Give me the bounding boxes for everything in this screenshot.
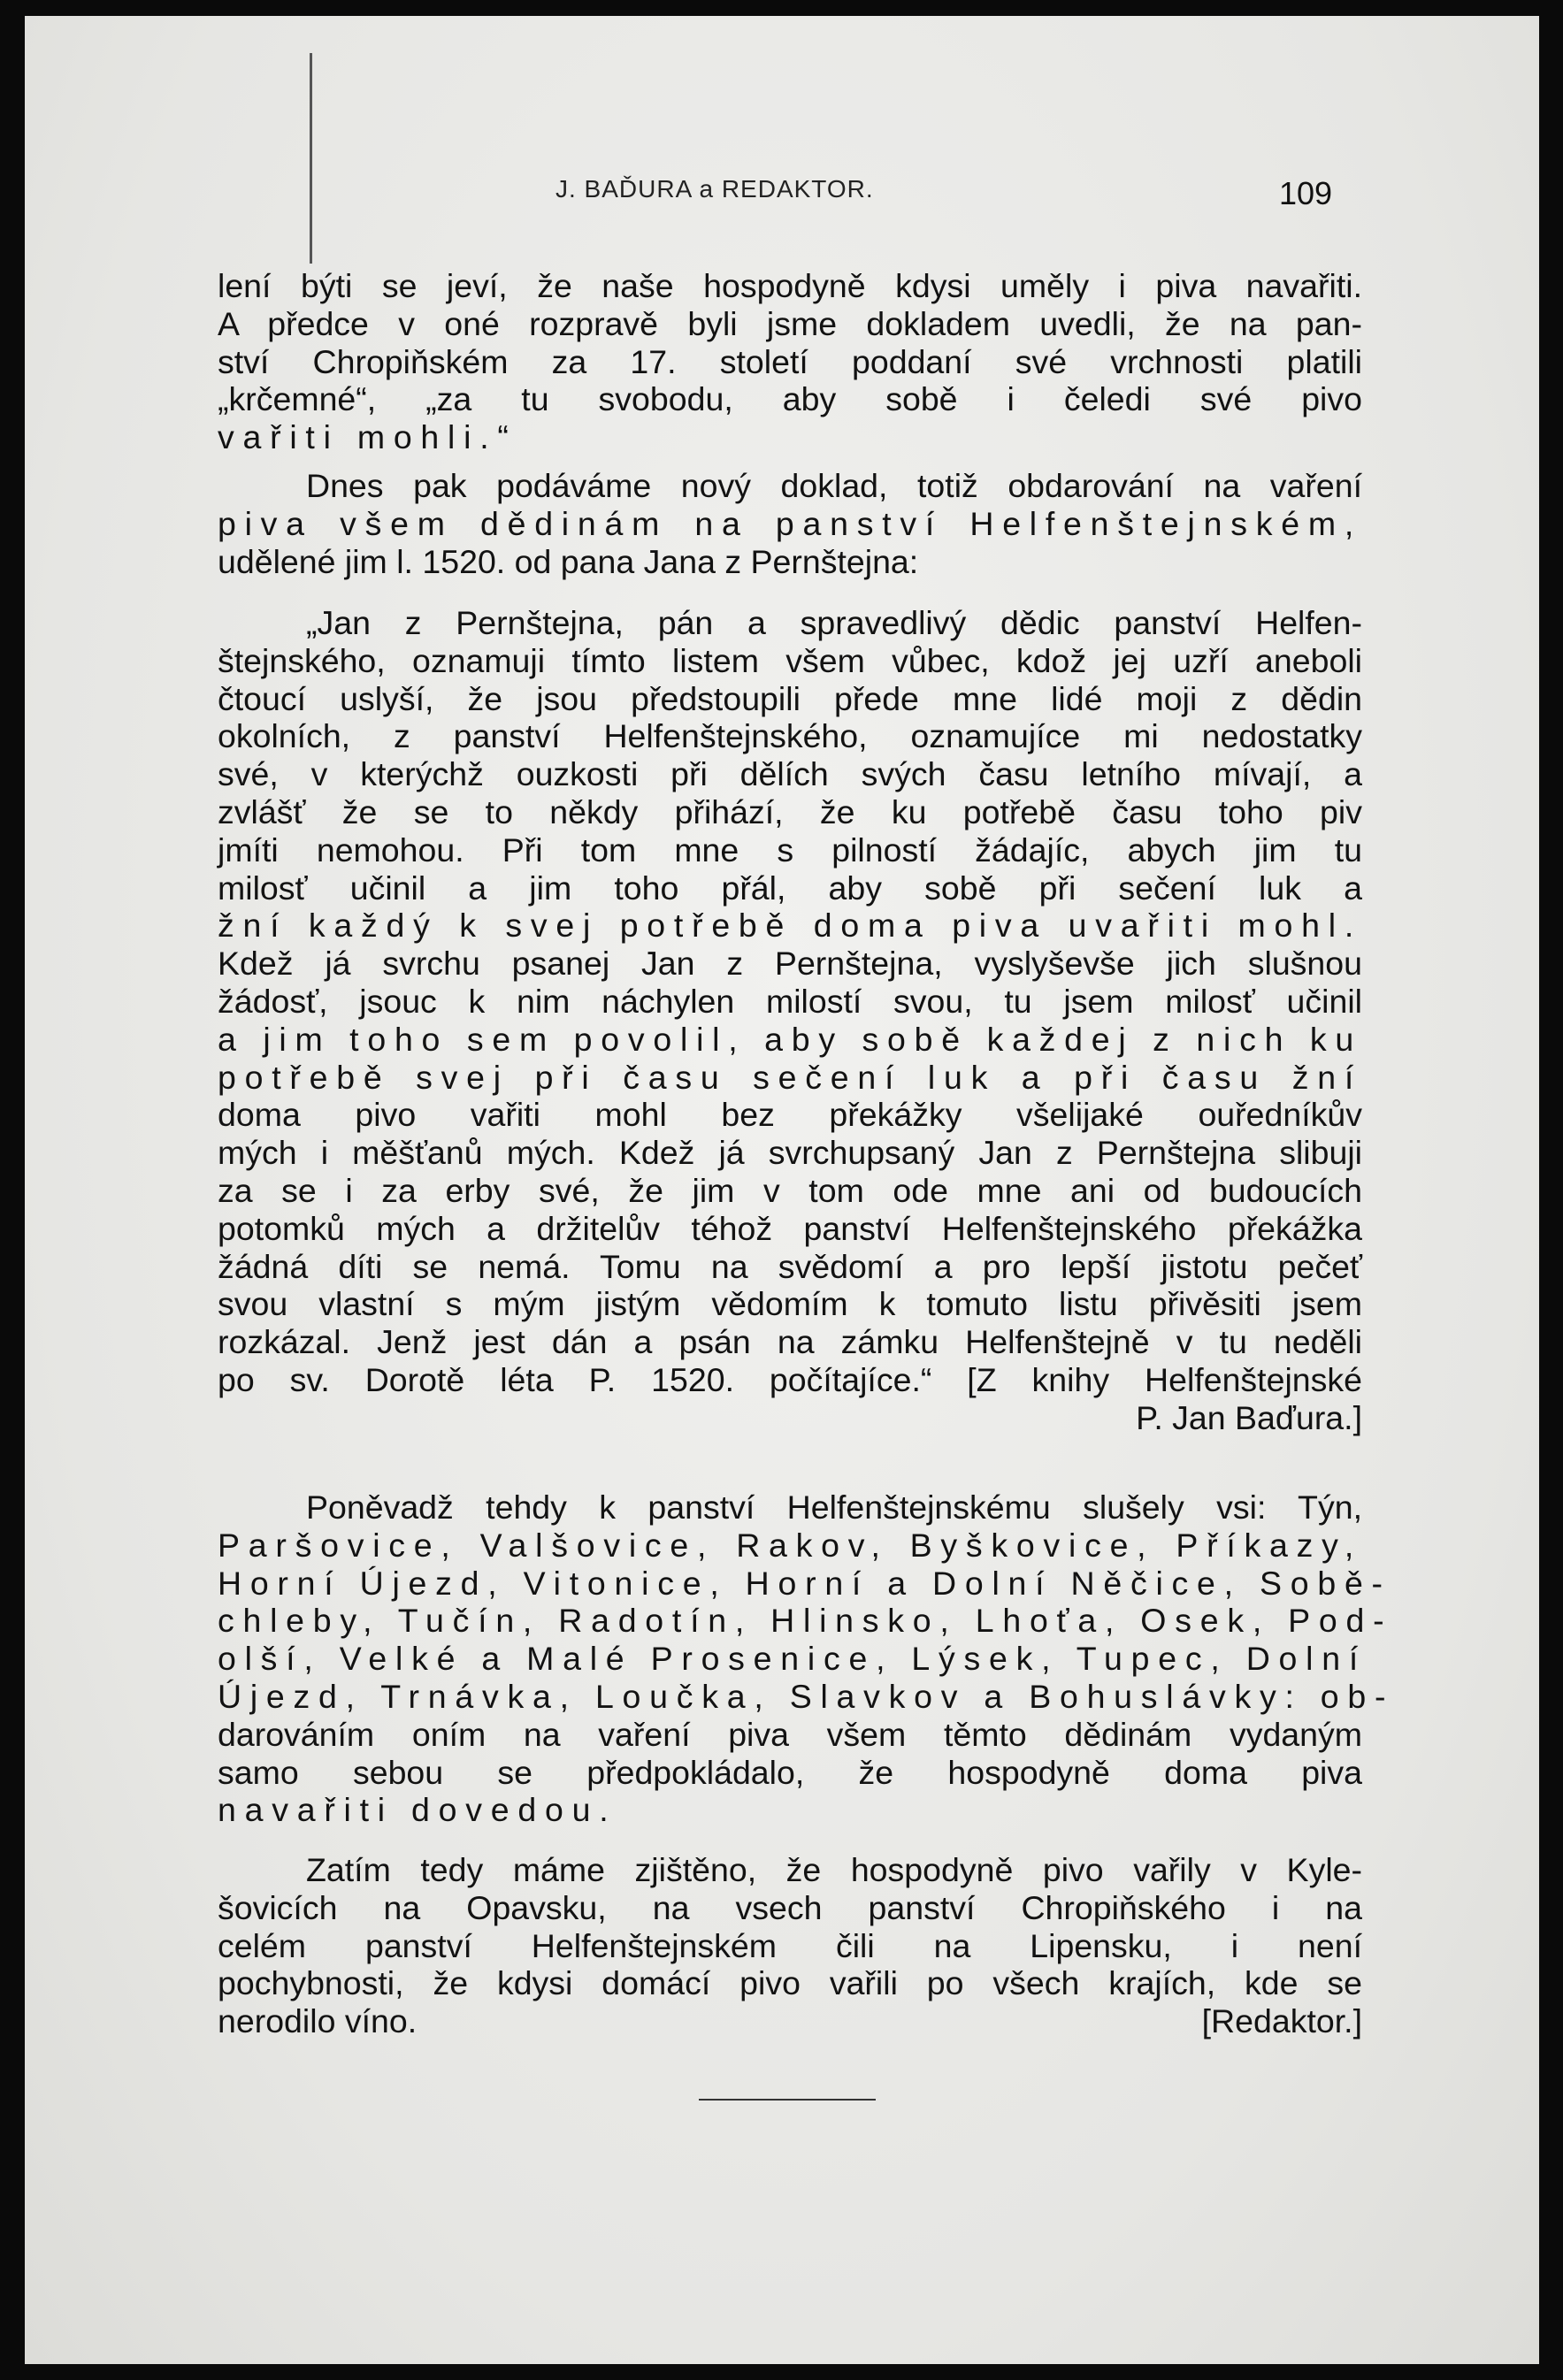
text-line: Horní Újezd, Vitonice, Horní a Dolní Něčice, Sobě- (218, 1564, 1391, 1602)
text-line: po sv. Dorotě léta P. 1520. počítajíce.“ [Z knihy Helfenštejnské (218, 1360, 1362, 1398)
page-number: 109 (1279, 175, 1333, 211)
text-line: zvlášť že se to někdy přihází, že ku potřebě času toho piv (218, 792, 1362, 830)
text-line: Poněvadž tehdy k panství Helfenštejnskému slušely vsi: Týn, (306, 1488, 1362, 1526)
binding-rule (310, 53, 312, 264)
text-line: vařiti mohli.“ (218, 418, 517, 456)
text-line: samo sebou se předpokládalo, že hospodyně doma piva (218, 1753, 1362, 1791)
text-line: „Jan z Pernštejna, pán a spravedlivý dědic panství Helfen- (306, 604, 1362, 641)
text-line: udělené jim l. 1520. od pana Jana z Pernštejna: (218, 542, 919, 580)
text-line: Újezd, Trnávka, Loučka, Slavkov a Bohuslávky: ob- (218, 1677, 1395, 1715)
text-line: potomků mých a držitelův téhož panství Helfenštejnského překážka (218, 1209, 1362, 1247)
paragraph-1 (218, 267, 1362, 456)
paragraph-conclusion (218, 1851, 1362, 2040)
paragraph-2 (218, 467, 1362, 580)
text-line: svou vlastní s mým jistým vědomím k tomuto listu přivěsiti jsem (218, 1285, 1362, 1323)
text-line: celém panství Helfenštejnském čili na Lipensku, i není (218, 1926, 1362, 1964)
text-line: ství Chropiňském za 17. století poddaní své vrchnosti platili (218, 342, 1362, 380)
text-line: lení býti se jeví, že naše hospodyně kdysi uměly i piva navařiti. (218, 267, 1362, 304)
book-page (25, 16, 1539, 2364)
text-line: Zatím tedy máme zjištěno, že hospodyně pivo vařily v Kyle- (306, 1851, 1362, 1888)
text-line: mých i měšťanů mých. Kdež já svrchupsaný Jan z Pernštejna slibuji (218, 1134, 1362, 1172)
paragraph-villages (218, 1488, 1395, 1829)
charter-quotation (218, 604, 1362, 1437)
text-line: Kdež já svrchu psanej Jan z Pernštejna, vyslyševše jich slušnou (218, 945, 1362, 983)
text-line: čtoucí uslyší, že jsou předstoupili přede mne lidé moji z dědin (218, 679, 1362, 717)
text-line: olší, Velké a Malé Prosenice, Lýsek, Tupec, Dolní (218, 1640, 1367, 1678)
text-line: Paršovice, Valšovice, Rakov, Byškovice, Příkazy, (218, 1526, 1362, 1564)
text-line: „krčemné“, „za tu svobodu, aby sobě i čeledi své pivo (218, 380, 1362, 418)
text-line: rozkázal. Jenž jest dán a psán na zámku Helfenštejně v tu neděli (218, 1323, 1362, 1361)
running-title: J. BAĎURA a REDAKTOR. (555, 175, 874, 203)
text-line: štejnského, oznamuji tímto listem všem vůbec, kdož jej uzří aneboli (218, 641, 1362, 679)
text-line: okolních, z panství Helfenštejnského, oznamujíce mi nedostatky (218, 717, 1362, 755)
text-line: za se i za erby své, že jim v tom ode mne ani od budoucích (218, 1171, 1362, 1209)
text-line: šovicích na Opavsku, na vsech panství Chropiňského i na (218, 1888, 1362, 1926)
text-line: Dnes pak podáváme nový doklad, totiž obdarování na vaření (306, 467, 1362, 504)
text-line: doma pivo vařiti mohl bez překážky všelijaké ouředníkův (218, 1096, 1362, 1134)
text-line: a jim toho sem povolil, aby sobě každej z nich ku (218, 1020, 1362, 1058)
text-line (218, 2002, 1362, 2040)
text-line: své, v kterýchž ouzkosti při dělích svých času letního mívají, a (218, 755, 1362, 793)
text-line: darováním oním na vaření piva všem těmto dědinám vydaným (218, 1715, 1362, 1753)
text-line: pochybnosti, že kdysi domácí pivo vařili po všech krajích, kde se (218, 1964, 1362, 2002)
text-line: žádná díti se nemá. Tomu na svědomí a pro lepší jistotu pečeť (218, 1247, 1362, 1285)
text-line: žádosť, jsouc k nim náchylen milostí svou, tu jsem milosť učinil (218, 982, 1362, 1020)
text-line: A předce v oné rozpravě byli jsme dokladem uvedli, že na pan- (218, 304, 1362, 342)
text-line-end: nerodilo víno. (218, 2002, 418, 2040)
text-line: žní každý k svej potřebě doma piva uvařiti mohl. (218, 907, 1362, 945)
signature: P. Jan Baďura.] (1136, 1398, 1362, 1436)
end-rule (699, 2099, 876, 2101)
text-line: milosť učinil a jim toho přál, aby sobě při sečení luk a (218, 869, 1362, 907)
text-line: navařiti dovedou. (218, 1791, 617, 1829)
text-line: jmíti nemohou. Při tom mne s pilností žádajíc, abych jim tu (218, 830, 1362, 869)
text-line: potřebě svej při času sečení luk a při času žní (218, 1058, 1362, 1096)
text-line: chleby, Tučín, Radotín, Hlinsko, Lhoťa, Osek, Pod- (218, 1602, 1393, 1640)
text-line: piva všem dědinám na panství Helfenštejnském, (218, 504, 1362, 542)
signature: [Redaktor.] (1201, 2002, 1362, 2040)
